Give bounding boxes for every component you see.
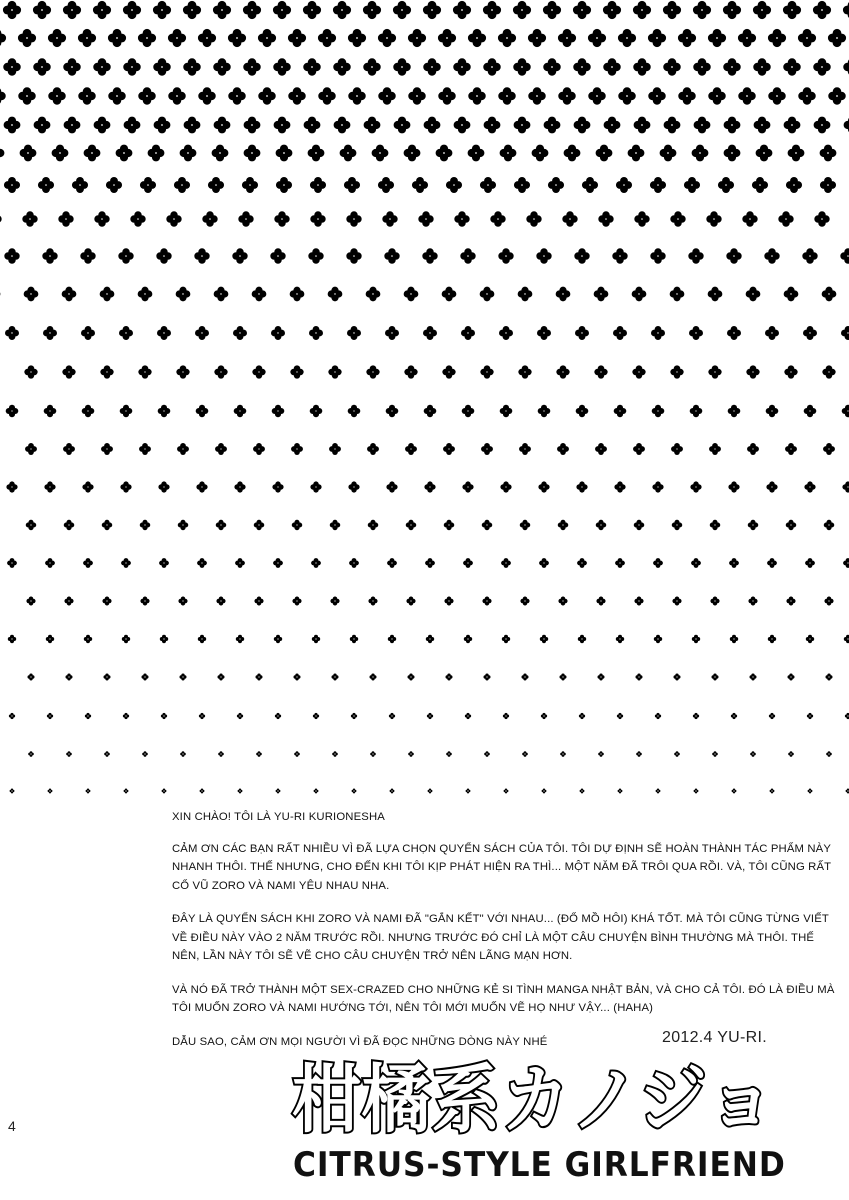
afterword-text xyxy=(172,808,837,1066)
title-english: CITRUS-STYLE GIRLFRIEND xyxy=(293,1145,786,1185)
title-japanese: 柑橘系カノジョ xyxy=(292,1057,777,1143)
author-signature: 2012.4 YU-RI. xyxy=(662,1029,767,1046)
afterword-paragraph-1: CẢM ƠN CÁC BẠN RẤT NHIỀU VÌ ĐÃ LỰA CHỌN QUYỂN SÁCH CỦA TÔI. TÔI DỰ ĐỊNH SẼ HOÀN THÀNH TÁC PHẨM NÀY NHANH THÔI. THẾ NHƯNG, CHO ĐẾN KHI TÔI KỊP PHÁT HIỆN RA THÌ... MỘT NĂM ĐÃ TRÔI QUA RỒI. VÀ, TÔI CŨNG RẤT CỔ VŨ ZORO VÀ NAMI YÊU NHAU NHA. xyxy=(172,842,832,892)
afterword-closing: DẪU SAO, CẢM ƠN MỌI NGƯỜI VÌ ĐÃ ĐỌC NHỮNG DÒNG NÀY NHÉ xyxy=(172,1035,548,1048)
afterword-paragraph-3: VÀ NÓ ĐÃ TRỞ THÀNH MỘT SEX-CRAZED CHO NHỮNG KẺ SI TÌNH MANGA NHẬT BẢN, VÀ CHO CẢ TÔI. ĐÓ LÀ ĐIỀU MÀ TÔI MUỐN ZORO VÀ NAMI HƯỚNG TỚI, NÊN TÔI MỚI MUỐN VẼ HỌ NHƯ VẬY... (HAHA) xyxy=(172,983,835,1014)
afterword-greeting: XIN CHÀO! TÔI LÀ YU-RI KURIONESHA xyxy=(172,811,385,823)
page-number: 4 xyxy=(8,1118,16,1134)
afterword-paragraph-2: ĐÂY LÀ QUYỂN SÁCH KHI ZORO VÀ NAMI ĐÃ "GẮN KẾT" VỚI NHAU... (ĐỔ MỒ HÔI) KHÁ TỐT. MÀ TÔI CŨNG TỪNG VIẾT VỀ ĐIỀU NÀY VÀO 2 NĂM TRƯỚC RỒI. NHƯNG TRƯỚC ĐÓ CHỈ LÀ MỘT CÂU CHUYỆN BÌNH THƯỜNG MÀ THÔI. THẾ NÊN, LẦN NÀY TÔI SẼ VẼ CHO CÂU CHUYỆN TRỞ NÊN LÃNG MẠN HƠN. xyxy=(172,913,829,962)
